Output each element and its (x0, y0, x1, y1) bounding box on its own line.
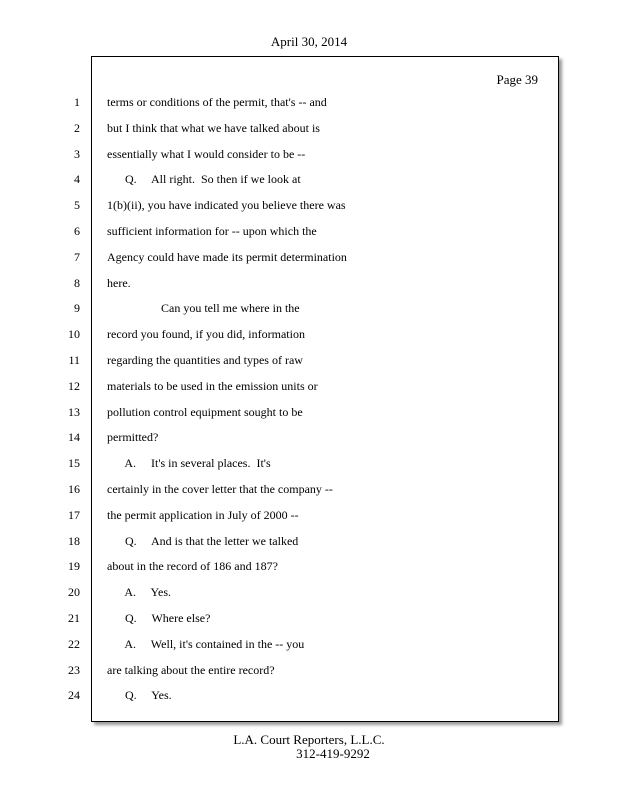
footer-company: L.A. Court Reporters, L.L.C. (233, 732, 385, 747)
line-text: regarding the quantities and types of raw (107, 353, 303, 367)
line-text: sufficient information for -- upon which the (107, 224, 317, 238)
line-text: A. Well, it's contained in the -- you (107, 637, 305, 651)
line-number: 22 (68, 637, 80, 651)
footer (0, 733, 618, 761)
line-number: 16 (68, 482, 80, 496)
line-text: Q. All right. So then if we look at (107, 172, 301, 186)
line-text: Can you tell me where in the (107, 301, 300, 315)
line-text: the permit application in July of 2000 -- (107, 508, 299, 522)
line-number: 1 (74, 95, 80, 109)
page-number: Page 39 (496, 72, 538, 87)
line-text: about in the record of 186 and 187? (107, 559, 278, 573)
line-text: Agency could have made its permit determination (107, 250, 347, 264)
line-number: 10 (68, 327, 80, 341)
line-text: permitted? (107, 430, 159, 444)
line-text: are talking about the entire record? (107, 663, 275, 677)
line-number: 4 (74, 172, 80, 186)
line-number: 12 (68, 379, 80, 393)
line-number: 6 (74, 224, 80, 238)
line-text: materials to be used in the emission units or (107, 379, 318, 393)
line-number: 18 (68, 534, 80, 548)
line-text: certainly in the cover letter that the company -- (107, 482, 333, 496)
line-number: 17 (68, 508, 80, 522)
line-number: 23 (68, 663, 80, 677)
line-text: A. It's in several places. It's (107, 456, 271, 470)
line-text: here. (107, 276, 131, 290)
line-number: 13 (68, 405, 80, 419)
line-number: 19 (68, 559, 80, 573)
line-text: terms or conditions of the permit, that's -- and (107, 95, 327, 109)
line-text: 1(b)(ii), you have indicated you believe there was (107, 198, 346, 212)
line-text: Q. Where else? (107, 611, 211, 625)
line-number: 5 (74, 198, 80, 212)
line-text: Q. And is that the letter we talked (107, 534, 299, 548)
line-number: 9 (74, 301, 80, 315)
line-number: 15 (68, 456, 80, 470)
line-number: 2 (74, 121, 80, 135)
line-text: Q. Yes. (107, 688, 172, 702)
line-number: 7 (74, 250, 80, 264)
line-number: 20 (68, 585, 80, 599)
line-number: 3 (74, 147, 80, 161)
line-number: 8 (74, 276, 80, 290)
header-date: April 30, 2014 (270, 34, 348, 49)
line-number: 21 (68, 611, 80, 625)
line-text: essentially what I would consider to be -- (107, 147, 306, 161)
footer-phone: 312-419-9292 (296, 746, 370, 761)
line-number: 14 (68, 430, 80, 444)
line-text: but I think that what we have talked about is (107, 121, 320, 135)
line-text: record you found, if you did, information (107, 327, 305, 341)
line-number: 11 (68, 353, 80, 367)
line-number: 24 (68, 688, 80, 702)
line-text: A. Yes. (107, 585, 172, 599)
line-text: pollution control equipment sought to be (107, 405, 303, 419)
